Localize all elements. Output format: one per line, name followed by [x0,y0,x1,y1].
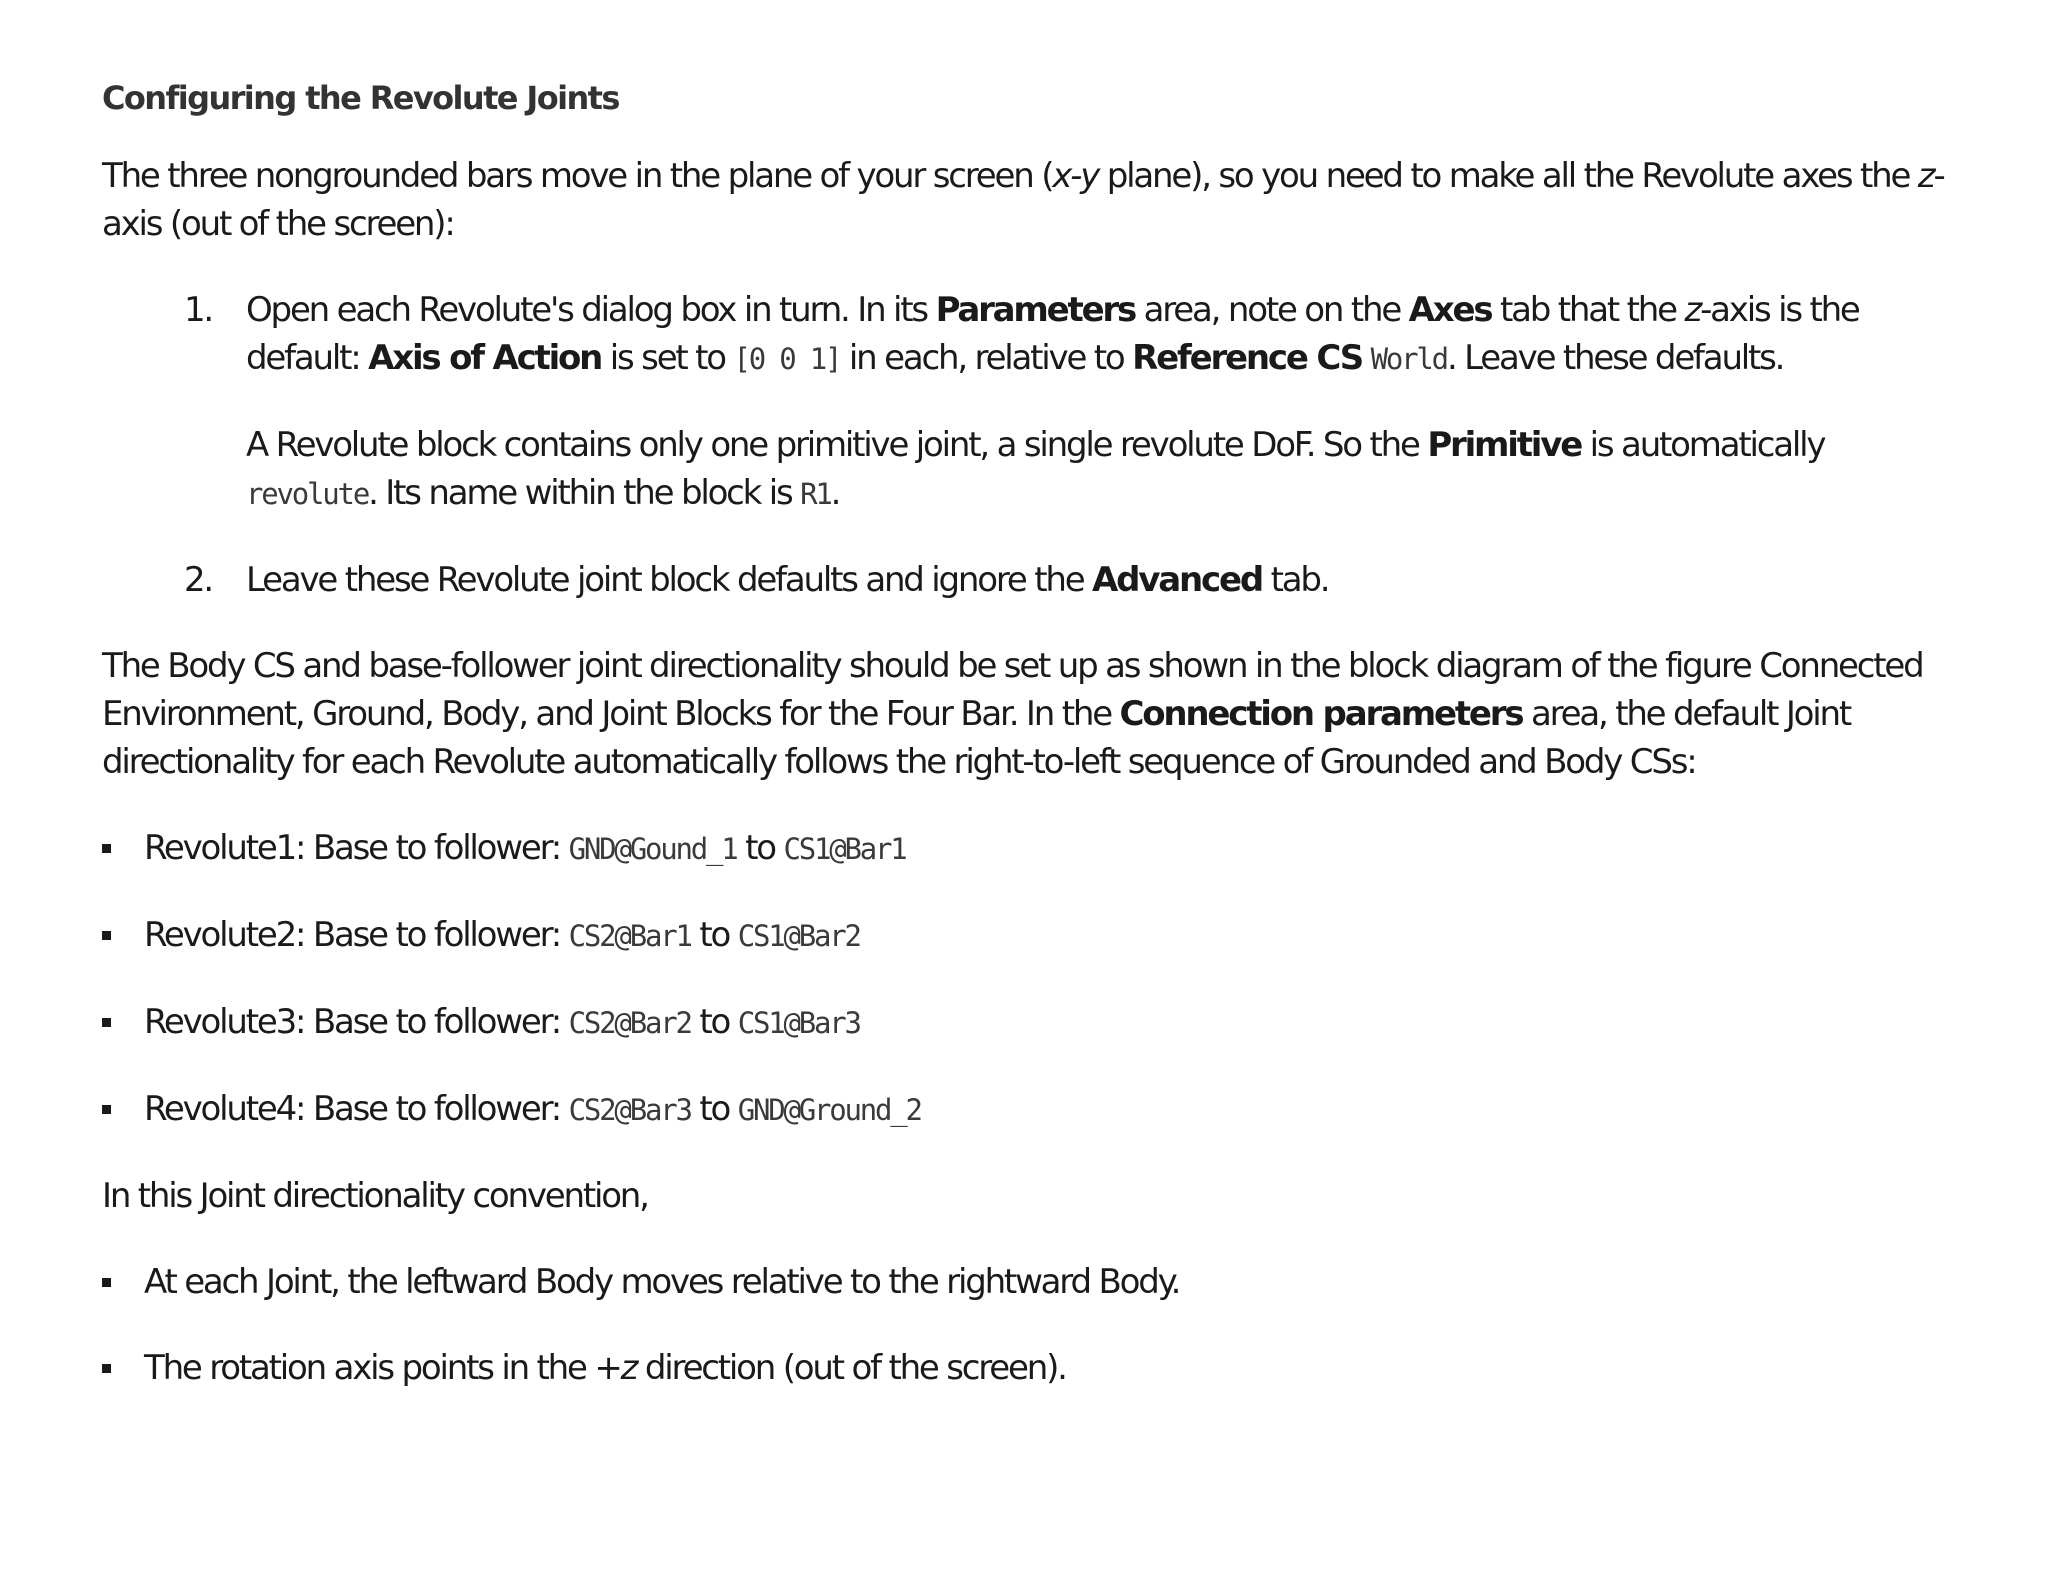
step-1-axis-of-action-bold: Axis of Action [368,338,602,378]
step-1-text-6: in each, relative to [840,338,1133,378]
revolute-bullet-4 [102,1085,1952,1134]
step-1-p2-text-1: A Revolute block contains only one primitive joint, a single revolute DoF. So the [246,425,1428,465]
step-1-revolute-code: revolute [246,477,369,511]
convention-bullet-list [102,1258,1952,1392]
step-1-p2-text-2: is automatically [1581,425,1825,465]
step-1-parameters-bold: Parameters [935,290,1136,330]
intro-text-3: -axis (out of the screen): [102,156,1944,244]
revolute-1-follower-code: CS1@Bar1 [783,832,906,866]
bullet-square-icon [102,1364,111,1373]
step-1-primitive-bold: Primitive [1427,425,1582,465]
revolute-3-to: to [690,1002,738,1042]
step-1-reference-cs-bold: Reference CS [1132,338,1363,378]
intro-z-italic: z [1917,156,1934,196]
revolute-2-label: Revolute2: Base to follower: [144,915,569,955]
convention-bullet-1 [102,1258,1952,1306]
step-1-p2-text-4: . [830,473,840,513]
step-1-paragraph-2 [246,421,1952,518]
revolute-4-label: Revolute4: Base to follower: [144,1089,569,1129]
revolute-bullet-3 [102,998,1952,1047]
revolute-2-follower-code: CS1@Bar2 [737,919,860,953]
intro-text-2: plane), so you need to make all the Revolute axes the [1098,156,1918,196]
revolute-4-to: to [690,1089,738,1129]
step-2-advanced-bold: Advanced [1092,560,1262,600]
revolute-4-base-code: CS2@Bar3 [568,1093,691,1127]
step-1-text-1: Open each Revolute's dialog box in turn. In its [246,290,936,330]
step-1-text-2: area, note on the [1135,290,1409,330]
body-cs-paragraph [102,642,1952,786]
step-2-text-2: tab. [1261,560,1329,600]
revolute-4-follower-code: GND@Ground_2 [737,1093,921,1127]
step-2 [102,556,1952,604]
bullet-square-icon [102,931,111,940]
step-1-text-5: is set to [601,338,734,378]
step-2-number: 2. [184,560,213,600]
step-1-z-italic: z [1684,290,1701,330]
step-1-paragraph-1 [246,286,1952,383]
revolute-1-to: to [736,828,784,868]
revolute-1-label: Revolute1: Base to follower: [144,828,569,868]
revolute-bullet-list [102,824,1952,1134]
revolute-3-follower-code: CS1@Bar3 [737,1006,860,1040]
connection-parameters-bold: Connection parameters [1119,694,1523,734]
convention-bullet-2-text-2: direction (out of the screen). [636,1348,1066,1388]
step-1-axes-bold: Axes [1408,290,1492,330]
section-heading: Configuring the Revolute Joints [102,79,619,117]
convention-bullet-1-text: At each Joint, the leftward Body moves relative to the rightward Body. [144,1262,1180,1302]
bullet-square-icon [102,1278,111,1287]
bullet-square-icon [102,1105,111,1114]
convention-z-italic: z [620,1348,637,1388]
step-1-number: 1. [184,290,213,330]
step-1-text-4: -axis is the default: [246,290,1859,378]
revolute-bullet-2 [102,911,1952,960]
revolute-3-label: Revolute3: Base to follower: [144,1002,569,1042]
document-page [102,78,1952,1430]
step-1-r1-code: R1 [800,477,831,511]
step-1-text-3: tab that the [1491,290,1685,330]
step-1-p2-text-3: . Its name within the block is [368,473,801,513]
bullet-square-icon [102,1018,111,1027]
revolute-bullet-1 [102,824,1952,873]
bullet-square-icon [102,844,111,853]
revolute-1-base-code: GND@Gound_1 [568,832,737,866]
step-1-text-8: . Leave these defaults. [1446,338,1784,378]
revolute-2-to: to [690,915,738,955]
convention-intro: In this Joint directionality convention, [102,1176,648,1216]
convention-bullet-2-text-1: The rotation axis points in the + [144,1348,621,1388]
step-1-axis-code: [0 0 1] [733,342,841,376]
step-1 [102,286,1952,518]
convention-bullet-2 [102,1344,1952,1392]
revolute-3-base-code: CS2@Bar2 [568,1006,691,1040]
intro-paragraph [102,152,1952,248]
step-1-text-7 [1362,338,1371,378]
body-cs-text-1: The Body CS and base-follower joint directionality should be set up as shown in the block diagram of the figure Connected Environment, Ground, Body, and Joint Blocks for the Four Bar. In the [102,646,1923,734]
revolute-2-base-code: CS2@Bar1 [568,919,691,953]
intro-text-1: The three nongrounded bars move in the plane of your screen ( [102,156,1053,196]
steps-list [102,286,1952,604]
step-2-paragraph [246,556,1952,604]
step-2-text-1: Leave these Revolute joint block defaults and ignore the [246,560,1093,600]
body-cs-text-2: area, the default Joint directionality for each Revolute automatically follows the right-to-left sequence of Grounded and Body CSs: [102,694,1851,782]
intro-xy-italic: x-y [1052,156,1099,196]
step-1-world-code: World [1370,342,1447,376]
